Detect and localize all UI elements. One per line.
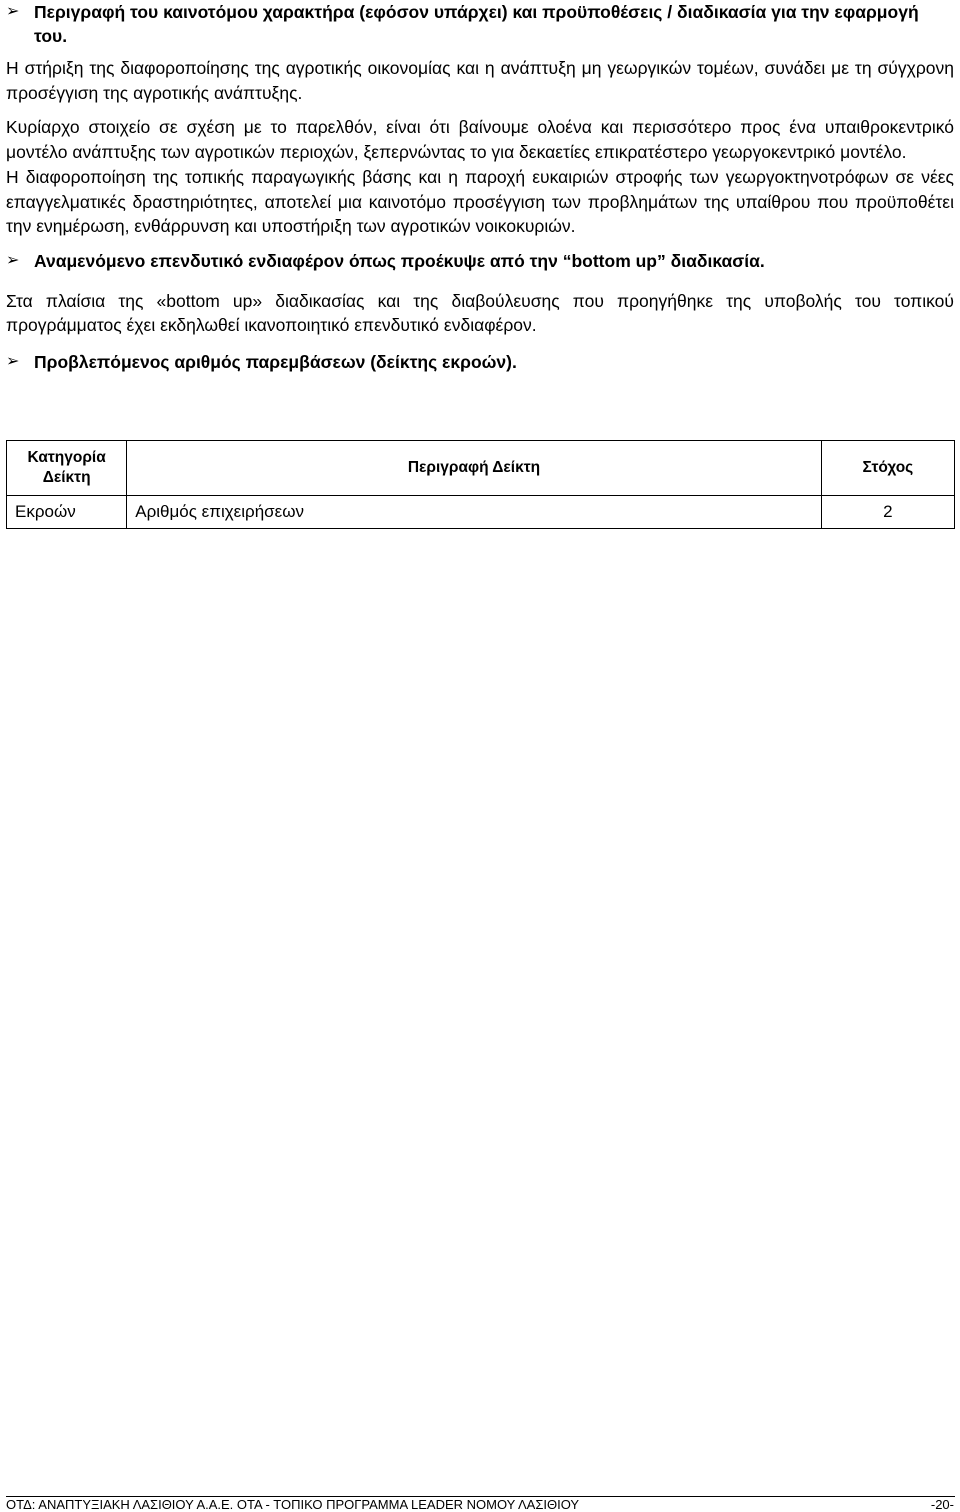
heading-text: Περιγραφή του καινοτόμου χαρακτήρα (εφόσον υπάρχει) και προϋποθέσεις / διαδικασία για την εφαρμογή του. [34,2,919,46]
cell-target: 2 [821,496,954,529]
paragraph-diversification-support: Η στήριξη της διαφοροποίησης της αγροτικής οικονομίας και η ανάπτυξη μη γεωργικών τομέων, συνάδει με τη σύγχρονη προσέγγιση της αγροτικής ανάπτυξης. [6,58,954,103]
section-heading-innovation [6,0,954,48]
paragraph-local-production: Η διαφοροποίηση της τοπικής παραγωγικής βάσης και η παροχή ευκαιριών στροφής των γεωργοκτηνοτρόφων σε νέες επαγγελματικές δραστηριότητες, αποτελεί μια καινοτόμο προσέγγιση των προβλημάτων της υπαίθρου που προϋποθέτει την ενημέρωση, ενθάρρυνση και υποστήριξη των αγροτικών νοικοκυριών. [6,167,954,236]
paragraph-dominant-element: Κυρίαρχο στοιχείο σε σχέση με το παρελθόν, είναι ότι βαίνουμε ολοένα και περισσότερο προς ένα υπαιθροκεντρικό μοντέλο ανάπτυξης των αγροτικών περιοχών, ξεπερνώντας το για δεκαετίες επικρατέστερο γεωργοκεντρικό μοντέλο. [6,117,954,162]
header-description: Περιγραφή Δείκτη [127,441,821,496]
document-page [6,0,954,374]
heading-text: Προβλεπόμενος αριθμός παρεμβάσεων (δείκτης εκροών). [34,351,517,372]
heading-text: Αναμενόμενο επενδυτικό ενδιαφέρον όπως προέκυψε από την “bottom up” διαδικασία. [34,250,765,271]
page-number: -20- [930,1497,954,1512]
arrow-bullet-icon: ➢ [6,352,20,370]
arrow-bullet-icon: ➢ [6,3,20,20]
paragraph-bottom-up: Στα πλαίσια της «bottom up» διαδικασίας και της διαβούλευσης που προηγήθηκε της υποβολής του τοπικού προγράμματος έχει εκδηλωθεί ικανοποιητικό επενδυτικό ενδιαφέρον. [6,290,954,335]
table-row [7,496,955,529]
header-target: Στόχος [821,441,954,496]
cell-category: Εκροών [7,496,127,529]
footer-text: ΟΤΔ: ΑΝΑΠΤΥΞΙΑΚΗ ΛΑΣΙΘΙΟΥ Α.Α.Ε. ΟΤΑ - ΤΟΠΙΚΟ ΠΡΟΓΡΑΜΜΑ LEADER ΝΟΜΟΥ ΛΑΣΙΘΙΟΥ [6,1497,580,1512]
header-category: Κατηγορία Δείκτη [7,441,127,496]
page-footer [6,1498,954,1512]
indicators-table [6,440,955,529]
section-heading-investment-interest [6,249,954,273]
cell-description: Αριθμός επιχειρήσεων [127,496,821,529]
arrow-bullet-icon: ➢ [6,251,20,269]
table-header-row [7,441,955,496]
section-heading-interventions [6,350,954,374]
